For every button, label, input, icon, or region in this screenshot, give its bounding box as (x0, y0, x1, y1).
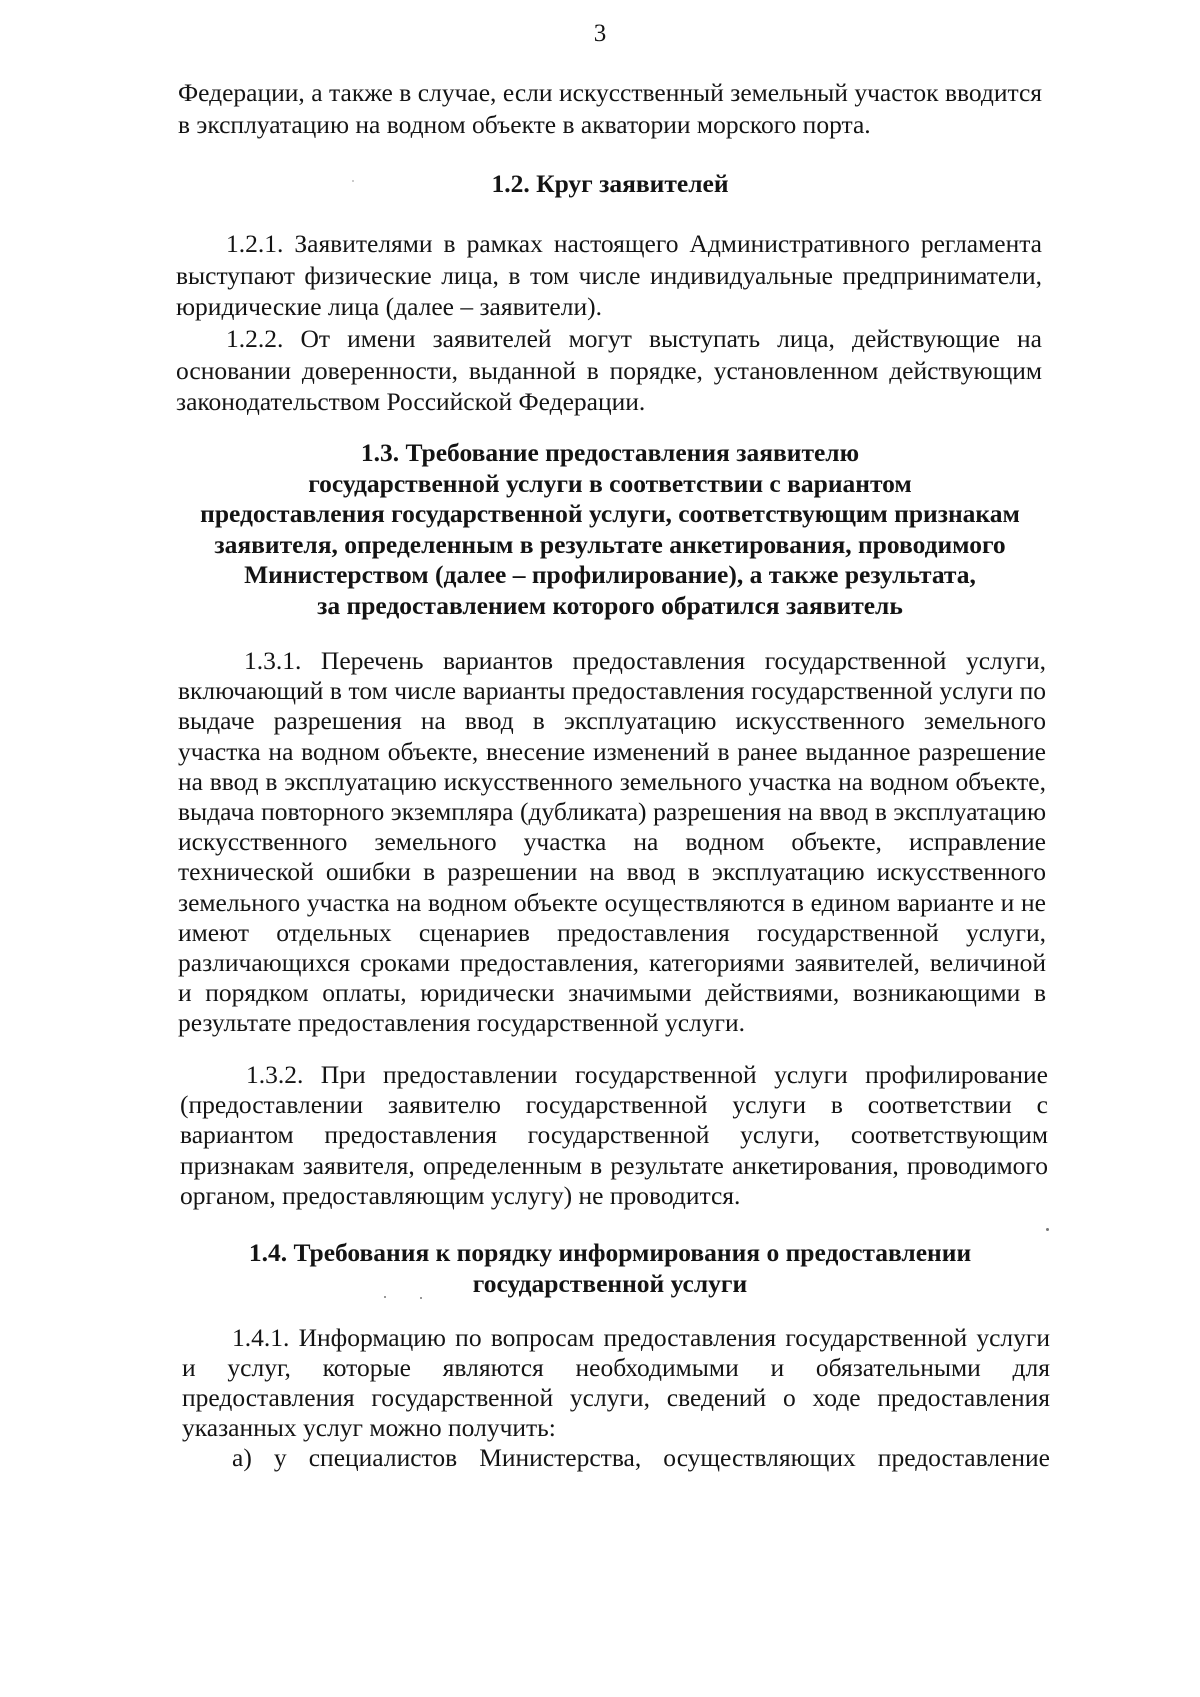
paragraph-1-4-1: 1.4.1. Информацию по вопросам предоставления государственной услуги и услуг, которые являются необходимыми и обязательными для предоставления государственной услуги, сведений о ходе предоставления указанных услуг можно получить: (182, 1323, 1050, 1442)
scan-speck (1046, 1228, 1049, 1231)
paragraph-1-2-1: 1.2.1. Заявителями в рамках настоящего Административного регламента выступают физические лица, в том числе индивидуальные предприниматели, юридические лица (далее – заявители). (176, 229, 1042, 321)
paragraph-1-2-2: 1.2.2. От имени заявителей могут выступать лица, действующие на основании доверенности, выданной в порядке, установленном действующим законодательством Российской Федерации. (176, 324, 1042, 416)
section-1-3-title-line: предоставления государственной услуги, соответствующим признакам (200, 499, 1020, 528)
section-1-3-title (170, 438, 1050, 621)
paragraph-1-4-1-a: а) у специалистов Министерства, осуществляющих предоставление (232, 1443, 1050, 1472)
paragraph-1-3-2: 1.3.2. При предоставлении государственной услуги профилирование (предоставлении заявителю государственной услуги в соответствии с вариантом предоставления государственной услуги, соответствующим признакам заявителя, определенным в результате анкетирования, проводимого органом, предоставляющим услугу) не проводится. (180, 1060, 1048, 1210)
section-1-3-title-line: за предоставлением которого обратился заявитель (317, 590, 903, 620)
section-1-3-title-line: 1.3. Требование предоставления заявителю (360, 438, 860, 467)
scan-speck (352, 180, 354, 182)
scan-speck (420, 1297, 422, 1299)
intro-paragraph: Федерации, а также в случае, если искусственный земельный участок вводится в эксплуатацию на водном объекте в акватории морского порта. (178, 78, 1042, 139)
section-1-3-title-line: заявителя, определенным в результате анкетирования, проводимого (214, 529, 1006, 559)
scan-speck (384, 1296, 386, 1298)
page-number: 3 (593, 20, 607, 47)
section-1-3-title-line: государственной услуги в соответствии с вариантом (308, 468, 912, 498)
section-1-2-title: 1.2. Круг заявителей (491, 169, 729, 198)
section-1-4-title-line: 1.4. Требования к порядку информирования о предоставлении (248, 1238, 972, 1267)
section-1-4-title (180, 1237, 1040, 1299)
paragraph-1-3-1: 1.3.1. Перечень вариантов предоставления государственной услуги, включающий в том числе варианты предоставления государственной услуги по выдаче разрешения на ввод в эксплуатацию искусственного земельного участка на водном объекте, внесение изменений в ранее выданное разрешение на ввод в эксплуатацию искусственного земельного участка на водном объекте, выдача повторного экземпляра (дубликата) разрешения на ввод в эксплуатацию искусственного земельного участка на водном объекте, исправление технической ошибки в разрешении на ввод в эксплуатацию искусственного земельного участка на водном объекте осуществляются в едином варианте и не имеют отдельных сценариев предоставления государственной услуги, различающихся сроками предоставления, категориями заявителей, величиной и порядком оплаты, юридически значимыми действиями, возникающими в результате предоставления государственной услуги. (178, 646, 1046, 1038)
section-1-4-title-line: государственной услуги (472, 1269, 748, 1298)
section-1-3-title-line: Министерством (далее – профилирование), а также результата, (244, 560, 976, 589)
